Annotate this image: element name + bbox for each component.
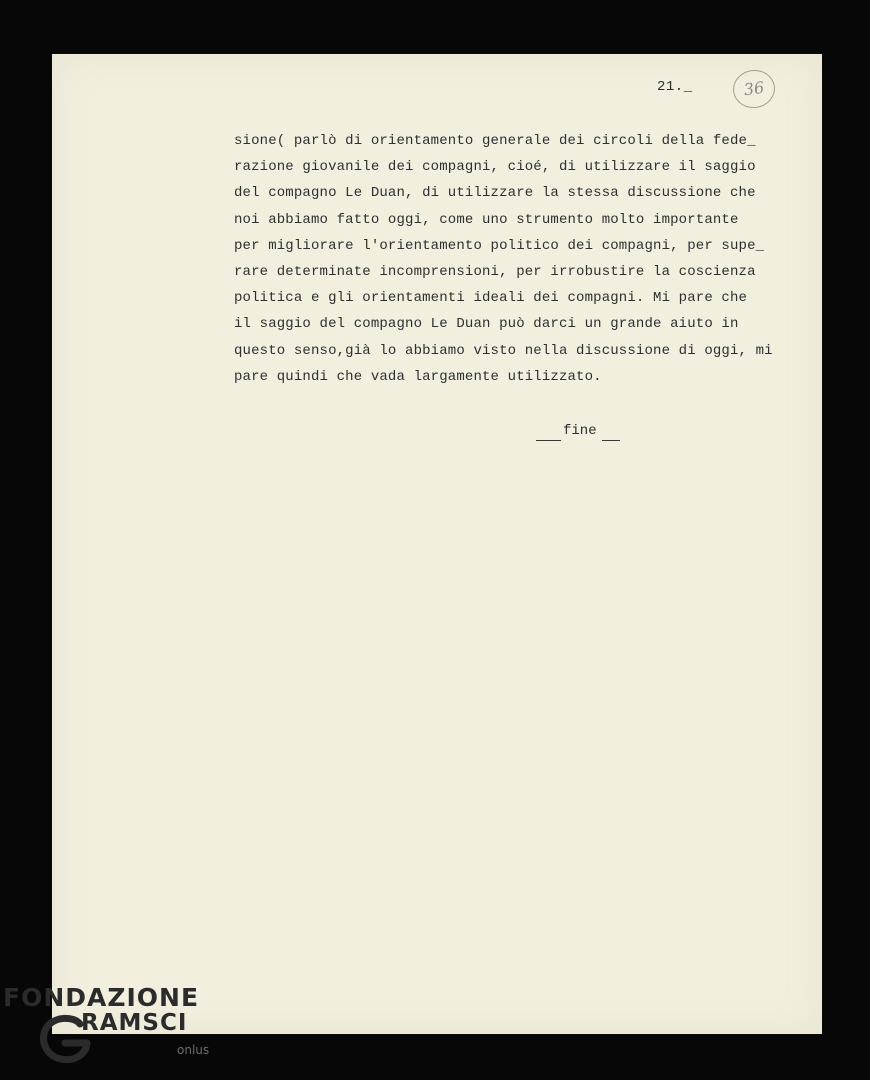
text-line: per migliorare l'orientamento politico dei compagni, per supe_ [234, 237, 765, 254]
closing-rule-right [602, 440, 620, 441]
watermark-suffix: onlus [177, 1043, 210, 1057]
archive-number: 36 [742, 77, 766, 100]
text-line: noi abbiamo fatto oggi, come uno strumento molto importante [234, 211, 739, 228]
foundation-watermark [3, 983, 223, 1078]
watermark-subtitle: RAMSCI [81, 1010, 188, 1036]
text-line: questo senso,già lo abbiamo visto nella discussione di oggi, mi [234, 342, 773, 359]
closing-mark [536, 423, 597, 439]
page-number: 21._ [657, 79, 693, 95]
closing-word: fine [563, 423, 597, 439]
text-line: politica e gli orientamenti ideali dei compagni. Mi pare che [234, 290, 748, 307]
text-line: rare determinate incomprensioni, per irrobustire la coscienza [234, 264, 756, 281]
text-line: del compagno Le Duan, di utilizzare la stessa discussione che [234, 185, 756, 202]
typed-paragraph [234, 128, 819, 390]
text-line: pare quindi che vada largamente utilizzato. [234, 368, 602, 385]
watermark-title: FONDAZIONE [3, 983, 200, 1012]
archive-stamp [731, 67, 778, 110]
text-line: razione giovanile dei compagni, cioé, di utilizzare il saggio [234, 159, 756, 176]
text-line: il saggio del compagno Le Duan può darci un grande aiuto in [234, 316, 739, 333]
document-page [52, 54, 822, 1034]
closing-rule-left [536, 440, 561, 441]
text-line: sione( parlò di orientamento generale dei circoli della fede_ [234, 133, 756, 149]
